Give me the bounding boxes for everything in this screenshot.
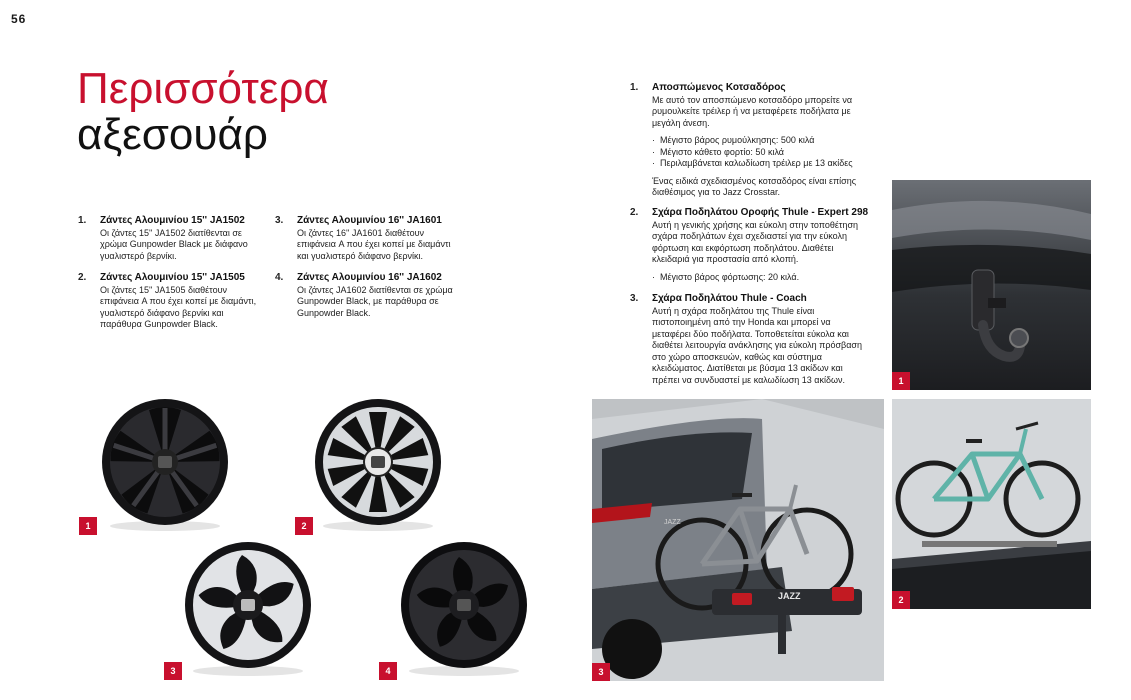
wheel-name: Ζάντες Αλουμινίου 16'' JA1602: [297, 272, 442, 283]
accessory-specs: [652, 135, 870, 170]
accessory-description: Αυτή η γενικής χρήσης και εύκολη στην τοποθέτηση σχάρα ποδηλάτων έχει σχεδιαστεί για την εύκολη φόρτωση και εκφόρτωση ποδηλάτου. Διαθέτει κλειδαριά για προστασία από κλοπή.: [652, 219, 858, 264]
title-line-2: αξεσουάρ: [77, 110, 268, 159]
wheel-name: Ζάντες Αλουμινίου 15'' JA1502: [100, 215, 245, 226]
accessory-name: Σχάρα Ποδηλάτου Thule - Coach: [652, 293, 807, 304]
accessory-description: Αυτή η σχάρα ποδηλάτου της Thule είναι πιστοποιημένη από την Honda και μπορεί να μεταφέρει δύο ποδήλατα. Τοποθετείται εύκολα και διαθέτει λειτουργία ανάκλησης για εύκολη πρόσβαση στο χώρο αποσκευών, καθώς και σύστημα κλειδώματος. Διατίθεται με βύσμα 13 ακίδων και πρέπει να συνδυαστεί με καλωδίωση 13 ακίδων.: [652, 305, 862, 385]
image-number-badge: 2: [295, 517, 313, 535]
wheel-image-3: [164, 535, 329, 680]
wheel-ja1601-icon: [295, 390, 460, 535]
jazz-plate-text: JAZZ: [778, 591, 801, 601]
wheel-item-3: [275, 215, 455, 262]
wheel-number: 3.: [275, 215, 284, 226]
jazz-badge-text: JAZZ: [664, 519, 681, 526]
page-title: [77, 66, 329, 158]
accessory-name: Αποσπώμενος Κοτσαδόρος: [652, 82, 786, 93]
wheel-description: Οι ζάντες JA1602 διατίθενται σε χρώμα Gunpowder Black, με παράθυρα σε Gunpowder Black.: [297, 284, 453, 318]
accessory-description: Με αυτό τον αποσπώμενο κοτσαδόρο μπορείτε να ρυμουλκείτε τρέιλερ ή να μεταφέρετε ποδήλατα με μεγάλη άνεση.: [652, 94, 853, 128]
wheel-ja1505-icon: [164, 535, 329, 680]
image-number-badge: 1: [892, 372, 910, 390]
wheel-item-4: [275, 272, 455, 319]
wheel-item-2: [78, 272, 258, 331]
accessory-item-3: [630, 293, 870, 386]
image-number-badge: 3: [164, 662, 182, 680]
wheel-description: Οι ζάντες 15'' JA1502 διατίθενται σε χρώμα Gunpowder Black με διάφανο γυαλιστερό βερνίκι.: [100, 227, 248, 261]
accessory-note: Ένας ειδικά σχεδιασμένος κοτσαδόρος είναι επίσης διαθέσιμος για το Jazz Crosstar.: [652, 175, 857, 197]
wheel-number: 1.: [78, 215, 87, 226]
accessory-number: 3.: [630, 293, 639, 304]
page-number: 56: [11, 12, 27, 26]
roof-bike-rack-photo: [892, 399, 1091, 609]
wheel-number: 2.: [78, 272, 87, 283]
wheel-description: Οι ζάντες 16'' JA1601 διαθέτουν επιφάνεια A που έχει κοπεί με διαμάντι και γυαλιστερό διάφανο βερνίκι.: [297, 227, 451, 261]
spec-item: · Μέγιστο βάρος ρυμούλκησης: 500 κιλά: [652, 135, 870, 147]
tow-hitch-photo: [892, 180, 1091, 390]
accessory-item-1: [630, 82, 870, 199]
wheel-name: Ζάντες Αλουμινίου 15'' JA1505: [100, 272, 245, 283]
accessory-number: 2.: [630, 207, 639, 218]
wheel-number: 4.: [275, 272, 284, 283]
rear-bike-carrier-icon: [592, 399, 884, 681]
wheel-description: Οι ζάντες 15'' JA1505 διαθέτουν επιφάνεια A που έχει κοπεί με διαμάντι, γυαλιστερό διάφανο βερνίκι και παράθυρα Gunpowder Black.: [100, 284, 257, 329]
spec-item: · Μέγιστο βάρος φόρτωσης: 20 κιλά.: [652, 272, 870, 284]
tow-hitch-icon: [892, 180, 1091, 390]
spec-item: · Περιλαμβάνεται καλωδίωση τρέιλερ με 13 ακίδες: [652, 158, 870, 170]
accessory-number: 1.: [630, 82, 639, 93]
title-line-1: Περισσότερα: [77, 64, 329, 113]
image-number-badge: 4: [379, 662, 397, 680]
accessory-specs: [652, 272, 870, 284]
wheel-image-1: [79, 390, 244, 535]
wheel-name: Ζάντες Αλουμινίου 16'' JA1601: [297, 215, 442, 226]
wheel-ja1502-icon: [79, 390, 244, 535]
wheel-ja1602-icon: [379, 535, 544, 680]
rear-bike-carrier-photo: [592, 399, 884, 681]
wheel-image-2: [295, 390, 460, 535]
wheel-item-1: [78, 215, 258, 262]
image-number-badge: 1: [79, 517, 97, 535]
accessory-name: Σχάρα Ποδηλάτου Οροφής Thule - Expert 298: [652, 207, 869, 218]
roof-bike-rack-icon: [892, 399, 1091, 609]
image-number-badge: 2: [892, 591, 910, 609]
accessory-item-2: [630, 207, 870, 283]
image-number-badge: 3: [592, 663, 610, 681]
spec-item: · Μέγιστο κάθετο φορτίο: 50 κιλά: [652, 147, 870, 159]
wheel-image-4: [379, 535, 544, 680]
